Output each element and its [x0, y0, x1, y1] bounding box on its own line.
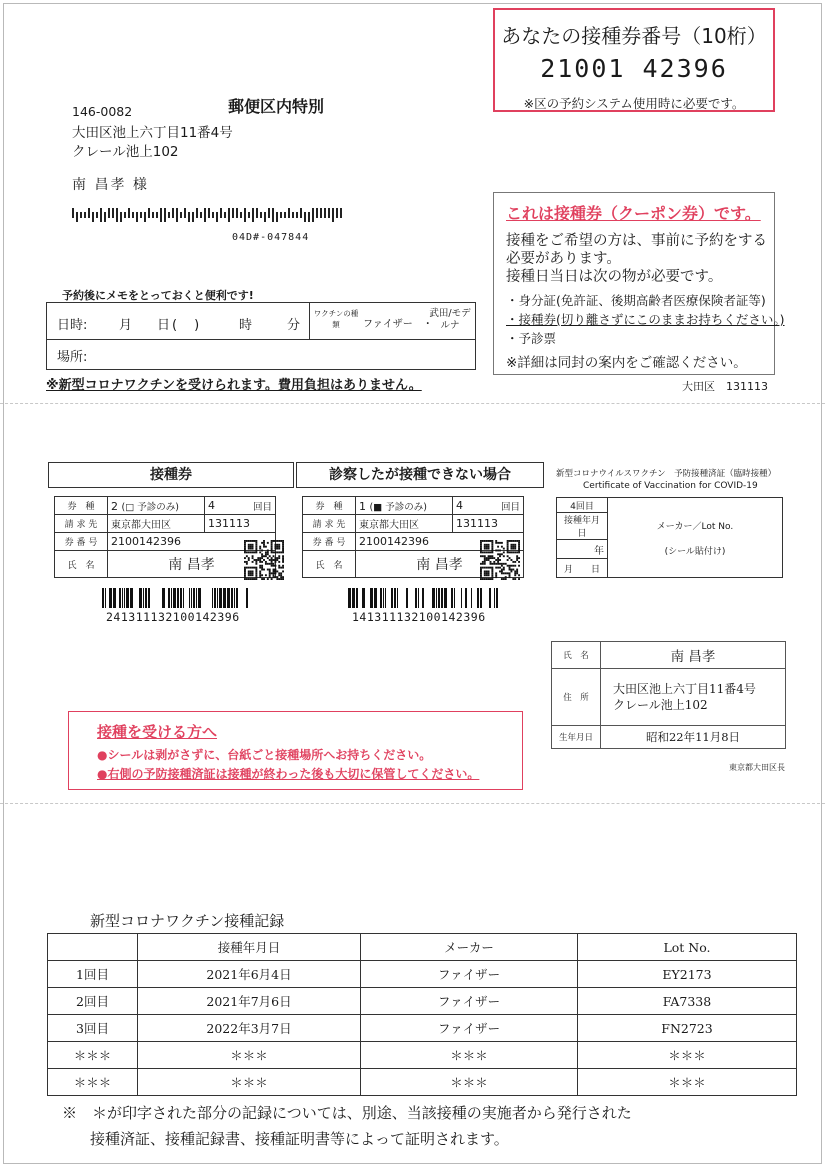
record-cell: ＊＊＊ — [578, 1069, 797, 1096]
coupon-item: ・予診票 — [506, 331, 557, 346]
record-cell: ファイザー — [361, 961, 578, 988]
ticket-claim-value: 東京都大田区 — [108, 515, 205, 533]
ticket-dose-value: 4 — [208, 498, 215, 512]
record-header: Lot No. — [578, 934, 797, 961]
ticket-kind-label: 券 種 — [55, 497, 108, 515]
ticket-name-label: 氏 名 — [55, 551, 108, 578]
ticket-name-value: 南 昌孝 — [108, 551, 276, 578]
person-address-label: 住 所 — [552, 669, 601, 726]
delivery-mark: 郵便区内特別 — [228, 97, 325, 116]
certificate-title-en: Certificate of Vaccination for COVID-19 — [583, 481, 758, 491]
record-cell: ＊＊＊ — [138, 1042, 361, 1069]
memo-title: 予約後にメモをとっておくと便利です! — [62, 289, 254, 302]
ticket-kind-value: 1 — [359, 499, 366, 513]
coupon-line: 接種日当日は次の物が必要です。 — [506, 269, 723, 285]
ticket-number-value: 2100142396 — [356, 533, 524, 551]
memo-datetime-label: 日時: — [57, 318, 88, 333]
record-row — [48, 961, 797, 988]
ticket-number-label: 券 番 号 — [303, 533, 356, 551]
ticket-claim-code: 131113 — [205, 515, 276, 533]
record-cell: ＊＊＊ — [48, 1069, 138, 1096]
memo-place-label: 場所: — [57, 350, 88, 365]
record-header: メーカー — [361, 934, 578, 961]
recipient-notice-box — [68, 711, 523, 790]
memo-divider — [309, 303, 310, 339]
memo-minute: 分 — [287, 318, 301, 333]
qr-code-icon — [480, 540, 520, 580]
address-line2: クレール池上102 — [72, 144, 179, 160]
ticket-name-value: 南 昌孝 — [356, 551, 524, 578]
coupon-item: ・身分証(免許証、後期高齢者医療保険者証等) — [506, 293, 766, 308]
record-cell: FN2723 — [578, 1015, 797, 1042]
memo-table — [46, 302, 476, 370]
memo-hour: 時 — [239, 318, 253, 333]
record-cell: ファイザー — [361, 988, 578, 1015]
perforation-line — [0, 403, 825, 404]
ticket-barcode-text: 241311132100142396 — [106, 610, 240, 624]
person-address-line1: 大田区池上六丁目11番4号 — [613, 682, 756, 696]
memo-vaccine-options2: 武田/モデルナ — [429, 308, 471, 331]
memo-vaccine-type-label: ワクチンの種類 — [313, 309, 359, 329]
ticket-claim-label: 請 求 先 — [55, 515, 108, 533]
ticket-barcode — [102, 588, 254, 608]
ward-code: 大田区 131113 — [682, 380, 768, 393]
recipient-name: 南 昌孝 様 — [72, 177, 149, 193]
ticket-dose-cell — [453, 497, 524, 515]
certificate-sticker: (シール貼付け) — [664, 546, 726, 557]
certificate-title-jp: 新型コロナウイルスワクチン 予防接種済証（臨時接種） — [556, 469, 777, 479]
record-cell: 3回目 — [48, 1015, 138, 1042]
issuer: 東京都大田区長 — [729, 763, 785, 772]
qr-code-icon — [244, 540, 284, 580]
record-header-row — [48, 934, 797, 961]
person-name-value: 南 昌孝 — [601, 642, 786, 669]
ticket-barcode-text: 141311132100142396 — [352, 610, 486, 624]
record-row — [48, 1069, 797, 1096]
address-line1: 大田区池上六丁目11番4号 — [72, 125, 233, 141]
person-address-cell — [601, 669, 786, 726]
person-info-table — [551, 641, 786, 749]
ticket-header-left: 接種券 — [48, 462, 294, 488]
record-cell: 2021年7月6日 — [138, 988, 361, 1015]
coupon-notice-box — [493, 192, 785, 375]
record-cell: ＊＊＊ — [361, 1042, 578, 1069]
record-cell: 1回目 — [48, 961, 138, 988]
ticket-name-label: 氏 名 — [303, 551, 356, 578]
ticket-kind-cell — [356, 497, 453, 515]
ticket-kind-check: (■ 予診のみ) — [369, 501, 427, 513]
recipient-notice-line1: ●シールは剥がさずに、台紙ごと接種場所へお持ちください。 — [97, 748, 432, 762]
record-cell: ＊＊＊ — [48, 1042, 138, 1069]
coupon-footer: ※詳細は同封の案内をご確認ください。 — [506, 355, 747, 371]
record-cell: 2回目 — [48, 988, 138, 1015]
record-cell: 2021年6月4日 — [138, 961, 361, 988]
record-row — [48, 988, 797, 1015]
record-header — [48, 934, 138, 961]
vaccination-number-label: あなたの接種券番号（10桁） — [501, 24, 767, 48]
ticket-claim-value: 東京都大田区 — [356, 515, 453, 533]
certificate-sticker-area — [608, 498, 783, 578]
coupon-title: これは接種券（クーポン券）です。 — [506, 204, 761, 223]
ticket-number-value: 2100142396 — [108, 533, 276, 551]
ticket-header-right: 診察したが接種できない場合 — [296, 462, 544, 488]
record-cell: ＊＊＊ — [361, 1069, 578, 1096]
coupon-line: 必要があります。 — [506, 251, 621, 267]
ticket-kind-cell — [108, 497, 205, 515]
memo-vaccine-options: ファイザー ・ — [363, 319, 433, 330]
record-row — [48, 1015, 797, 1042]
vaccination-record-table — [47, 933, 797, 1096]
certificate-month-day: 月 日 — [557, 559, 608, 578]
coupon-item: ・接種券(切り離さずにこのままお持ちください。) — [506, 312, 785, 327]
record-cell: FA7338 — [578, 988, 797, 1015]
vaccination-number-box — [493, 8, 775, 112]
ticket-kind-value: 2 — [111, 499, 118, 513]
barcode-code: 04D#-047844 — [232, 232, 310, 243]
ticket-dose-label: 回目 — [252, 501, 272, 513]
ticket-claim-label: 請 求 先 — [303, 515, 356, 533]
record-title: 新型コロナワクチン接種記録 — [90, 912, 285, 930]
recipient-notice-title: 接種を受ける方へ — [97, 723, 218, 741]
memo-month: 月 — [119, 318, 133, 333]
coupon-line: 接種をご希望の方は、事前に予約をする — [506, 233, 767, 249]
record-cell: ＊＊＊ — [578, 1042, 797, 1069]
postal-code: 146-0082 — [72, 104, 133, 119]
certificate-dose: 4回目 — [557, 498, 608, 513]
person-dob-label: 生年月日 — [552, 726, 601, 749]
record-footnote2: 接種済証、接種記録書、接種証明書等によって証明されます。 — [90, 1130, 509, 1148]
record-row — [48, 1042, 797, 1069]
ticket-dose-value: 4 — [456, 498, 463, 512]
ticket-barcode — [348, 588, 500, 608]
ticket-dose-cell — [205, 497, 276, 515]
recipient-notice-line2: ●右側の予防接種済証は接種が終わった後も大切に保管してください。 — [97, 767, 480, 781]
ticket-kind-check: (□ 予診のみ) — [121, 501, 179, 513]
certificate-table — [556, 497, 783, 578]
certificate-year: 年 — [557, 540, 608, 559]
free-notice: ※新型コロナワクチンを受けられます。費用負担はありません。 — [46, 378, 422, 393]
ticket-left-table — [54, 496, 276, 578]
person-dob-value: 昭和22年11月8日 — [601, 726, 786, 749]
perforation-line — [0, 803, 825, 804]
record-cell: 2022年3月7日 — [138, 1015, 361, 1042]
certificate-date-label: 接種年月日 — [557, 513, 608, 540]
postal-barcode — [72, 208, 344, 222]
record-cell: EY2173 — [578, 961, 797, 988]
ticket-claim-code: 131113 — [453, 515, 524, 533]
person-address-line2: クレール池上102 — [613, 698, 708, 712]
person-name-label: 氏 名 — [552, 642, 601, 669]
memo-day: 日( ) — [157, 318, 202, 333]
ticket-kind-label: 券 種 — [303, 497, 356, 515]
ticket-dose-label: 回目 — [500, 501, 520, 513]
record-cell: ファイザー — [361, 1015, 578, 1042]
record-header: 接種年月日 — [138, 934, 361, 961]
record-cell: ＊＊＊ — [138, 1069, 361, 1096]
certificate-maker-lot: メーカー／Lot No. — [656, 521, 734, 532]
vaccination-number-value: 21001 42396 — [540, 54, 728, 83]
ticket-number-label: 券 番 号 — [55, 533, 108, 551]
vaccination-number-note: ※区の予約システム使用時に必要です。 — [523, 96, 745, 111]
record-footnote1: ※ ＊が印字された部分の記録については、別途、当該接種の実施者から発行された — [62, 1104, 632, 1122]
